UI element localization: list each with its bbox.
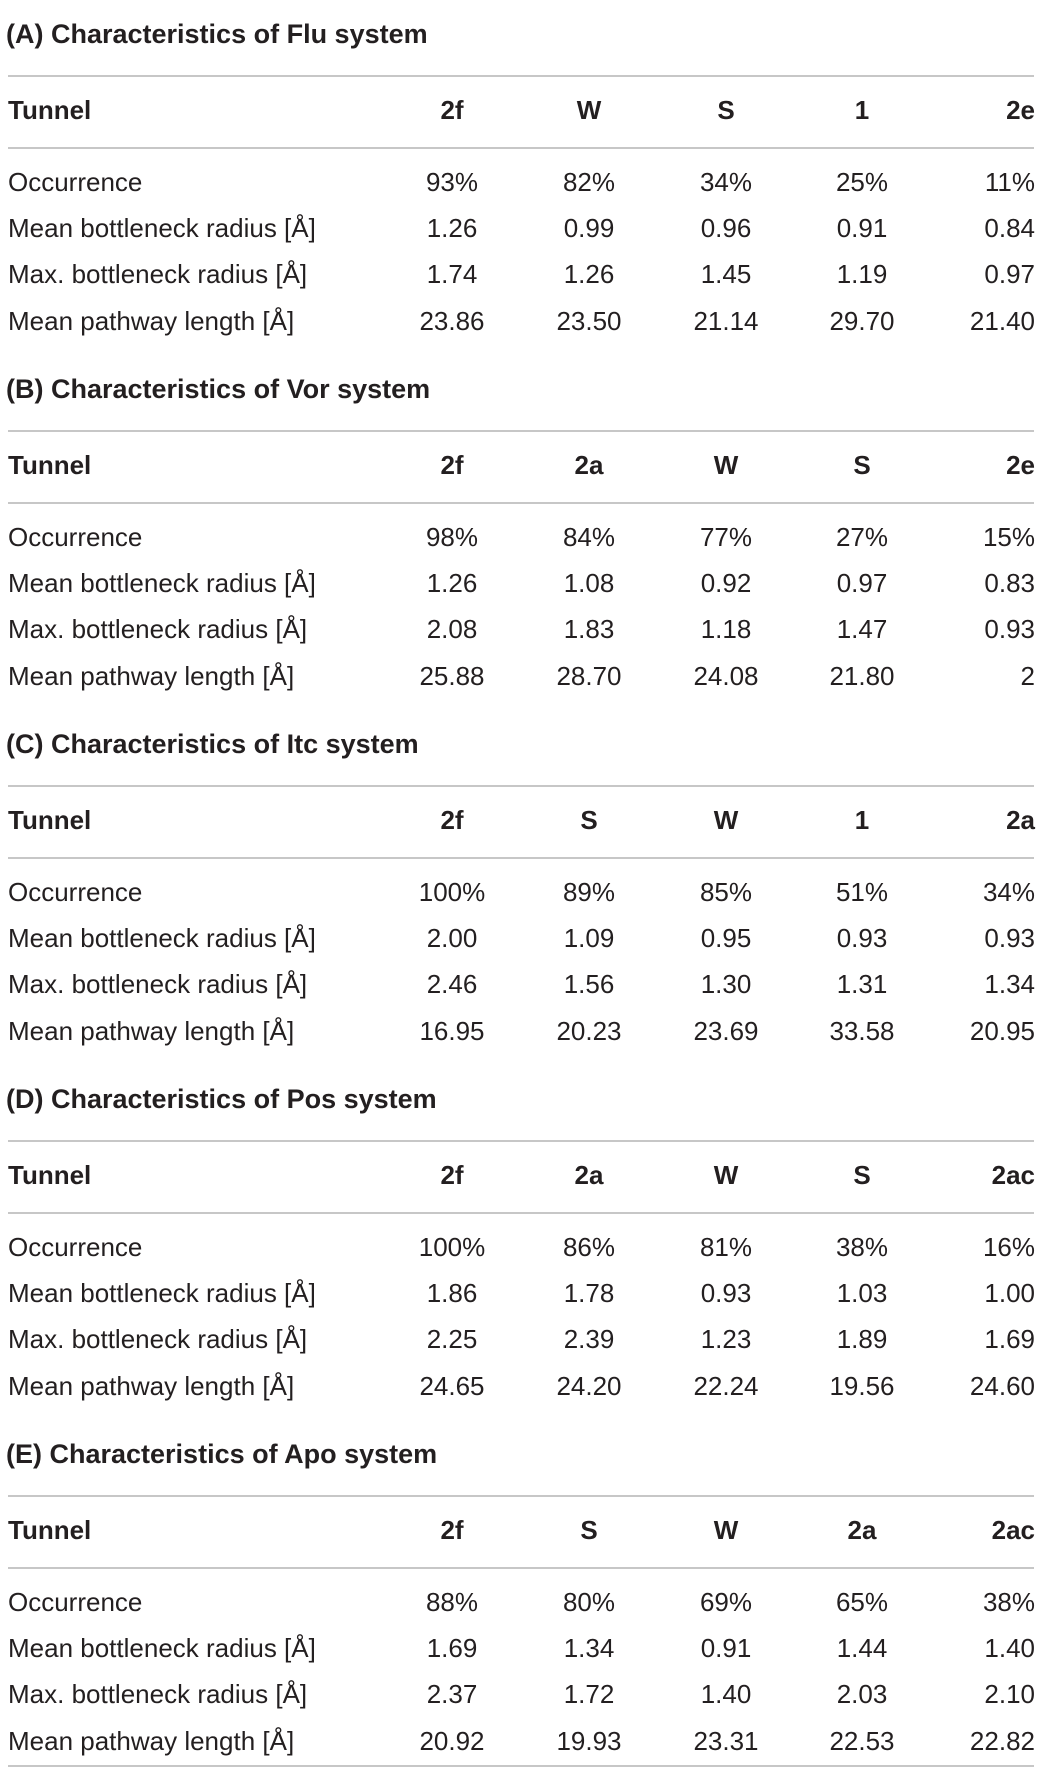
table-cell: 1.03 bbox=[836, 1278, 888, 1308]
column-header: 2f bbox=[440, 1160, 464, 1190]
table-header-rule bbox=[8, 857, 1034, 859]
table-top-rule bbox=[8, 1495, 1034, 1497]
table-cell: 1.45 bbox=[700, 259, 752, 289]
table-header-row bbox=[0, 445, 1042, 485]
table-cell: 0.84 bbox=[984, 213, 1035, 243]
table-cell: 21.80 bbox=[829, 661, 895, 691]
table-cell: 2.00 bbox=[426, 923, 478, 953]
section-title: (A) Characteristics of Flu system bbox=[6, 19, 428, 49]
table-cell: 1.56 bbox=[563, 969, 615, 999]
row-label: Mean pathway length [Å] bbox=[8, 306, 295, 336]
table-row bbox=[0, 1273, 1042, 1313]
table-cell: 93% bbox=[425, 167, 479, 197]
table-cell: 2.37 bbox=[426, 1679, 478, 1709]
table-row bbox=[0, 918, 1042, 958]
column-header: 2a bbox=[574, 450, 604, 480]
table-cell: 2.46 bbox=[426, 969, 478, 999]
table-row bbox=[0, 656, 1042, 696]
table-cell: 34% bbox=[699, 167, 753, 197]
table-cell: 1.89 bbox=[836, 1324, 888, 1354]
table-cell: 0.92 bbox=[700, 568, 752, 598]
column-header: S bbox=[580, 805, 598, 835]
table-cell: 20.23 bbox=[556, 1016, 622, 1046]
column-header: 2a bbox=[847, 1515, 877, 1545]
table-cell: 1.19 bbox=[836, 259, 888, 289]
table-cell: 69% bbox=[699, 1587, 753, 1617]
table-cell: 81% bbox=[699, 1232, 753, 1262]
table-cell: 2 bbox=[1020, 661, 1035, 691]
table-cell: 20.92 bbox=[419, 1726, 485, 1756]
row-label: Max. bottleneck radius [Å] bbox=[8, 614, 308, 644]
row-label: Mean bottleneck radius [Å] bbox=[8, 923, 316, 953]
table-cell: 2.39 bbox=[563, 1324, 615, 1354]
table-header-row bbox=[0, 90, 1042, 130]
table-cell: 51% bbox=[835, 877, 889, 907]
table-cell: 19.93 bbox=[556, 1726, 622, 1756]
table-cell: 77% bbox=[699, 522, 753, 552]
column-header-tunnel: Tunnel bbox=[8, 450, 92, 480]
column-header: W bbox=[576, 95, 602, 125]
table-row bbox=[0, 208, 1042, 248]
table-cell: 100% bbox=[418, 1232, 486, 1262]
table-cell: 1.74 bbox=[426, 259, 478, 289]
table-header-rule bbox=[8, 1567, 1034, 1569]
section-title: (D) Characteristics of Pos system bbox=[6, 1084, 437, 1114]
table-top-rule bbox=[8, 75, 1034, 77]
table-row bbox=[0, 1227, 1042, 1267]
table-cell: 84% bbox=[562, 522, 616, 552]
table-row bbox=[0, 1366, 1042, 1406]
table-cell: 23.31 bbox=[693, 1726, 759, 1756]
column-header-tunnel: Tunnel bbox=[8, 1515, 92, 1545]
table-cell: 0.93 bbox=[700, 1278, 752, 1308]
row-label: Max. bottleneck radius [Å] bbox=[8, 969, 308, 999]
table-cell: 20.95 bbox=[969, 1016, 1035, 1046]
column-header: W bbox=[713, 1515, 739, 1545]
table-header-row bbox=[0, 800, 1042, 840]
column-header: 2a bbox=[1006, 805, 1035, 835]
table-cell: 2.08 bbox=[426, 614, 478, 644]
column-header: 2f bbox=[440, 1515, 464, 1545]
row-label: Max. bottleneck radius [Å] bbox=[8, 1679, 308, 1709]
table-cell: 86% bbox=[562, 1232, 616, 1262]
table-cell: 0.83 bbox=[984, 568, 1035, 598]
column-header: 2ac bbox=[991, 1160, 1035, 1190]
table-cell: 24.20 bbox=[556, 1371, 622, 1401]
column-header: 2e bbox=[1006, 95, 1035, 125]
row-label: Mean bottleneck radius [Å] bbox=[8, 213, 316, 243]
table-row bbox=[0, 563, 1042, 603]
table-cell: 1.78 bbox=[563, 1278, 615, 1308]
column-header: W bbox=[713, 450, 739, 480]
table-cell: 21.14 bbox=[693, 306, 759, 336]
row-label: Max. bottleneck radius [Å] bbox=[8, 1324, 308, 1354]
table-cell: 0.91 bbox=[836, 213, 888, 243]
section-title: (B) Characteristics of Vor system bbox=[6, 374, 431, 404]
section-title: (E) Characteristics of Apo system bbox=[6, 1439, 438, 1469]
row-label: Mean pathway length [Å] bbox=[8, 1726, 295, 1756]
table-cell: 1.40 bbox=[700, 1679, 752, 1709]
row-label: Max. bottleneck radius [Å] bbox=[8, 259, 308, 289]
table-cell: 88% bbox=[425, 1587, 479, 1617]
table-cell: 0.97 bbox=[984, 259, 1035, 289]
row-label: Mean bottleneck radius [Å] bbox=[8, 1633, 316, 1663]
table-row bbox=[0, 254, 1042, 294]
table-row bbox=[0, 1721, 1042, 1761]
table-cell: 1.83 bbox=[563, 614, 615, 644]
table-cell: 22.82 bbox=[969, 1726, 1035, 1756]
table-bottom-rule bbox=[8, 1765, 1034, 1767]
column-header: 1 bbox=[854, 805, 870, 835]
column-header: S bbox=[853, 1160, 871, 1190]
table-cell: 1.09 bbox=[563, 923, 615, 953]
table-cell: 29.70 bbox=[829, 306, 895, 336]
column-header: 2f bbox=[440, 95, 464, 125]
column-header: 2f bbox=[440, 450, 464, 480]
table-header-rule bbox=[8, 502, 1034, 504]
section-title: (C) Characteristics of Itc system bbox=[6, 729, 419, 759]
table-cell: 89% bbox=[562, 877, 616, 907]
table-cell: 100% bbox=[418, 877, 486, 907]
table-row bbox=[0, 1628, 1042, 1668]
table-cell: 65% bbox=[835, 1587, 889, 1617]
table-row bbox=[0, 1674, 1042, 1714]
column-header: W bbox=[713, 1160, 739, 1190]
table-cell: 21.40 bbox=[969, 306, 1035, 336]
table-cell: 1.26 bbox=[426, 568, 478, 598]
table-cell: 0.93 bbox=[984, 614, 1035, 644]
column-header: S bbox=[853, 450, 871, 480]
row-label: Mean pathway length [Å] bbox=[8, 661, 295, 691]
table-cell: 0.96 bbox=[700, 213, 752, 243]
table-header-row bbox=[0, 1510, 1042, 1550]
table-row bbox=[0, 162, 1042, 202]
table-cell: 1.34 bbox=[563, 1633, 615, 1663]
column-header: 2a bbox=[574, 1160, 604, 1190]
table-cell: 1.08 bbox=[563, 568, 615, 598]
row-label: Occurrence bbox=[8, 877, 143, 907]
table-row bbox=[0, 301, 1042, 341]
column-header: 2e bbox=[1006, 450, 1035, 480]
table-cell: 22.53 bbox=[829, 1726, 895, 1756]
column-header: S bbox=[717, 95, 735, 125]
table-cell: 24.65 bbox=[419, 1371, 485, 1401]
table-cell: 1.18 bbox=[700, 614, 752, 644]
table-cell: 22.24 bbox=[693, 1371, 759, 1401]
column-header: S bbox=[580, 1515, 598, 1545]
table-cell: 1.40 bbox=[984, 1633, 1035, 1663]
column-header: 1 bbox=[854, 95, 870, 125]
table-cell: 2.03 bbox=[836, 1679, 888, 1709]
table-cell: 23.86 bbox=[419, 306, 485, 336]
table-cell: 19.56 bbox=[829, 1371, 895, 1401]
table-cell: 1.44 bbox=[836, 1633, 888, 1663]
table-cell: 1.23 bbox=[700, 1324, 752, 1354]
table-cell: 1.86 bbox=[426, 1278, 478, 1308]
table-cell: 0.95 bbox=[700, 923, 752, 953]
table-cell: 98% bbox=[425, 522, 479, 552]
row-label: Occurrence bbox=[8, 1232, 143, 1262]
table-cell: 1.26 bbox=[563, 259, 615, 289]
table-cell: 1.00 bbox=[984, 1278, 1035, 1308]
table-cell: 1.26 bbox=[426, 213, 478, 243]
row-label: Occurrence bbox=[8, 522, 143, 552]
table-cell: 0.97 bbox=[836, 568, 888, 598]
table-cell: 1.30 bbox=[700, 969, 752, 999]
row-label: Occurrence bbox=[8, 1587, 143, 1617]
table-header-rule bbox=[8, 1212, 1034, 1214]
table-cell: 25.88 bbox=[419, 661, 485, 691]
row-label: Mean pathway length [Å] bbox=[8, 1371, 295, 1401]
table-cell: 38% bbox=[982, 1587, 1035, 1617]
table-cell: 15% bbox=[982, 522, 1035, 552]
column-header-tunnel: Tunnel bbox=[8, 805, 92, 835]
table-cell: 2.25 bbox=[426, 1324, 478, 1354]
table-top-rule bbox=[8, 430, 1034, 432]
column-header: 2f bbox=[440, 805, 464, 835]
column-header: 2ac bbox=[991, 1515, 1035, 1545]
table-cell: 1.72 bbox=[563, 1679, 615, 1709]
table-header-row bbox=[0, 1155, 1042, 1195]
table-cell: 0.91 bbox=[700, 1633, 752, 1663]
table-cell: 24.08 bbox=[693, 661, 759, 691]
table-cell: 0.93 bbox=[836, 923, 888, 953]
column-header: W bbox=[713, 805, 739, 835]
table-cell: 11% bbox=[984, 167, 1035, 197]
table-cell: 0.99 bbox=[563, 213, 615, 243]
table-top-rule bbox=[8, 785, 1034, 787]
table-cell: 33.58 bbox=[829, 1016, 895, 1046]
row-label: Occurrence bbox=[8, 167, 143, 197]
table-cell: 24.60 bbox=[969, 1371, 1035, 1401]
table-cell: 85% bbox=[699, 877, 753, 907]
table-cell: 23.69 bbox=[693, 1016, 759, 1046]
table-cell: 16% bbox=[982, 1232, 1035, 1262]
table-cell: 28.70 bbox=[556, 661, 622, 691]
table-cell: 27% bbox=[835, 522, 889, 552]
table-cell: 1.69 bbox=[426, 1633, 478, 1663]
table-row bbox=[0, 517, 1042, 557]
table-header-rule bbox=[8, 147, 1034, 149]
column-header-tunnel: Tunnel bbox=[8, 1160, 92, 1190]
table-row bbox=[0, 964, 1042, 1004]
table-cell: 38% bbox=[835, 1232, 889, 1262]
table-cell: 25% bbox=[835, 167, 889, 197]
table-cell: 1.34 bbox=[984, 969, 1035, 999]
table-cell: 1.47 bbox=[836, 614, 888, 644]
row-label: Mean pathway length [Å] bbox=[8, 1016, 295, 1046]
table-cell: 80% bbox=[562, 1587, 616, 1617]
table-cell: 34% bbox=[982, 877, 1035, 907]
table-cell: 23.50 bbox=[556, 306, 622, 336]
table-row bbox=[0, 1011, 1042, 1051]
table-cell: 1.69 bbox=[984, 1324, 1035, 1354]
table-cell: 0.93 bbox=[984, 923, 1035, 953]
row-label: Mean bottleneck radius [Å] bbox=[8, 1278, 316, 1308]
table-cell: 82% bbox=[562, 167, 616, 197]
table-row bbox=[0, 1319, 1042, 1359]
row-label: Mean bottleneck radius [Å] bbox=[8, 568, 316, 598]
table-row bbox=[0, 1582, 1042, 1622]
column-header-tunnel: Tunnel bbox=[8, 95, 92, 125]
table-cell: 1.31 bbox=[836, 969, 888, 999]
table-row bbox=[0, 609, 1042, 649]
table-cell: 16.95 bbox=[419, 1016, 485, 1046]
table-row bbox=[0, 872, 1042, 912]
table-cell: 2.10 bbox=[984, 1679, 1035, 1709]
table-top-rule bbox=[8, 1140, 1034, 1142]
